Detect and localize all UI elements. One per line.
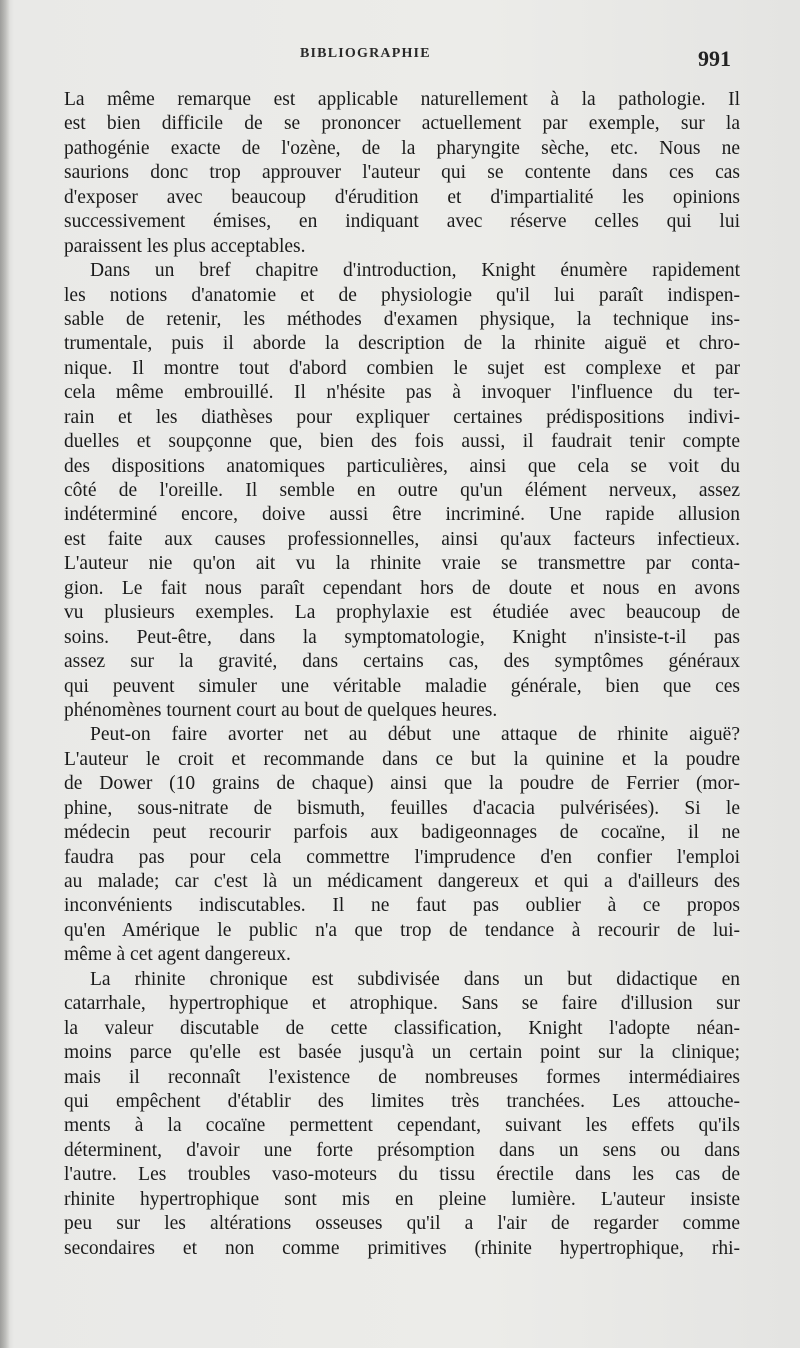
text-line: peu sur les altérations osseuses qu'il a l'air de regarder comme bbox=[64, 1213, 740, 1235]
text-line: est faite aux causes professionnelles, ainsi qu'aux facteurs infectieux. bbox=[64, 528, 740, 550]
text-line: cela même embrouillé. Il n'hésite pas à invoquer l'influence du ter- bbox=[64, 382, 740, 404]
text-line: qui empêchent d'établir des limites très tranchées. Les attouche- bbox=[64, 1090, 740, 1112]
page-number: 991 bbox=[698, 46, 731, 71]
text-line: saurions donc trop approuver l'auteur qui se contente dans ces cas bbox=[64, 162, 740, 184]
text-line: secondaires et non comme primitives (rhinite hypertrophique, rhi- bbox=[64, 1237, 740, 1259]
text-line: au malade; car c'est là un médicament dangereux et qui a d'ailleurs des bbox=[64, 871, 740, 892]
text-line: successivement émises, en indiquant avec réserve celles qui lui bbox=[64, 211, 740, 233]
text-line: pathogénie exacte de l'ozène, de la pharyngite sèche, etc. Nous ne bbox=[64, 137, 740, 159]
text-line: est bien difficile de se prononcer actuellement par exemple, sur la bbox=[64, 113, 740, 135]
text-line: La même remarque est applicable naturellement à la pathologie. Il bbox=[64, 89, 740, 110]
text-line: les notions d'anatomie et de physiologie qu'il lui paraît indispen- bbox=[64, 284, 740, 306]
text-line: d'exposer avec beaucoup d'érudition et d'impartialité les opinions bbox=[64, 186, 740, 208]
binding-shadow bbox=[0, 0, 10, 1348]
text-line: côté de l'oreille. Il semble en outre qu'un élément nerveux, assez bbox=[64, 480, 740, 501]
text-line: phénomènes tournent court au bout de quelques heures. bbox=[64, 699, 498, 721]
text-line: ments à la cocaïne permettent cependant, suivant les effets qu'ils bbox=[64, 1115, 740, 1137]
text-line: l'autre. Les troubles vaso-moteurs du tissu érectile dans les cas de bbox=[64, 1164, 740, 1186]
text-line: faudra pas pour cela commettre l'imprudence d'en confier l'emploi bbox=[64, 846, 740, 868]
text-line: assez sur la gravité, dans certains cas, des symptômes généraux bbox=[64, 651, 740, 673]
text-line: catarrhale, hypertrophique et atrophique. Sans se faire d'illusion sur bbox=[64, 993, 740, 1015]
text-line: rain et les diathèses pour expliquer certaines prédispositions indivi- bbox=[64, 406, 740, 428]
text-line: duelles et soupçonne que, bien des fois aussi, il faudrait tenir compte bbox=[64, 431, 740, 453]
text-line: La rhinite chronique est subdivisée dans un but didactique en bbox=[90, 968, 740, 990]
text-line: même à cet agent dangereux. bbox=[64, 944, 291, 966]
text-line: moins parce qu'elle est basée jusqu'à un certain point sur la clinique; bbox=[64, 1042, 740, 1064]
text-line: déterminent, d'avoir une forte présomption dans un sens ou dans bbox=[64, 1139, 740, 1161]
text-line: indéterminé encore, doive aussi être incriminé. Une rapide allusion bbox=[64, 504, 740, 526]
text-line: Dans un bref chapitre d'introduction, Knight énumère rapidement bbox=[90, 260, 740, 282]
text-line: L'auteur le croit et recommande dans ce but la quinine et la poudre bbox=[64, 748, 740, 770]
text-line: sable de retenir, les méthodes d'examen physique, la technique ins- bbox=[64, 308, 740, 330]
text-line: la valeur discutable de cette classification, Knight l'adopte néan- bbox=[64, 1017, 740, 1039]
text-line: médecin peut recourir parfois aux badigeonnages de cocaïne, il ne bbox=[64, 822, 740, 844]
text-line: inconvénients indiscutables. Il ne faut pas oublier à ce propos bbox=[64, 895, 740, 917]
text-line: trumentale, puis il aborde la description de la rhinite aiguë et chro- bbox=[64, 333, 740, 355]
text-line: mais il reconnaît l'existence de nombreuses formes intermédiaires bbox=[64, 1066, 740, 1088]
text-line: nique. Il montre tout d'abord combien le sujet est complexe et par bbox=[64, 357, 740, 379]
text-line: gion. Le fait nous paraît cependant hors de doute et nous en avons bbox=[64, 577, 740, 599]
text-line: des dispositions anatomiques particulières, ainsi que cela se voit du bbox=[64, 455, 740, 477]
text-line: de Dower (10 grains de chaque) ainsi que la poudre de Ferrier (mor- bbox=[64, 773, 740, 795]
text-line: qu'en Amérique le public n'a que trop de tendance à recourir de lui- bbox=[64, 919, 740, 941]
text-line: rhinite hypertrophique sont mis en pleine lumière. L'auteur insiste bbox=[64, 1188, 740, 1210]
text-line: vu plusieurs exemples. La prophylaxie est étudiée avec beaucoup de bbox=[64, 602, 740, 624]
body-text bbox=[64, 88, 740, 1261]
text-line: qui peuvent simuler une véritable maladie générale, bien que ces bbox=[64, 675, 740, 697]
text-line: paraissent les plus acceptables. bbox=[64, 235, 306, 257]
text-line: phine, sous-nitrate de bismuth, feuilles d'acacia pulvérisées). Si le bbox=[64, 797, 740, 819]
text-line: L'auteur nie qu'on ait vu la rhinite vraie se transmettre par conta- bbox=[64, 553, 740, 575]
text-line: Peut-on faire avorter net au début une attaque de rhinite aiguë? bbox=[90, 724, 740, 746]
text-line: soins. Peut-être, dans la symptomatologie, Knight n'insiste-t-il pas bbox=[64, 626, 740, 648]
running-head: BIBLIOGRAPHIE bbox=[300, 46, 431, 61]
